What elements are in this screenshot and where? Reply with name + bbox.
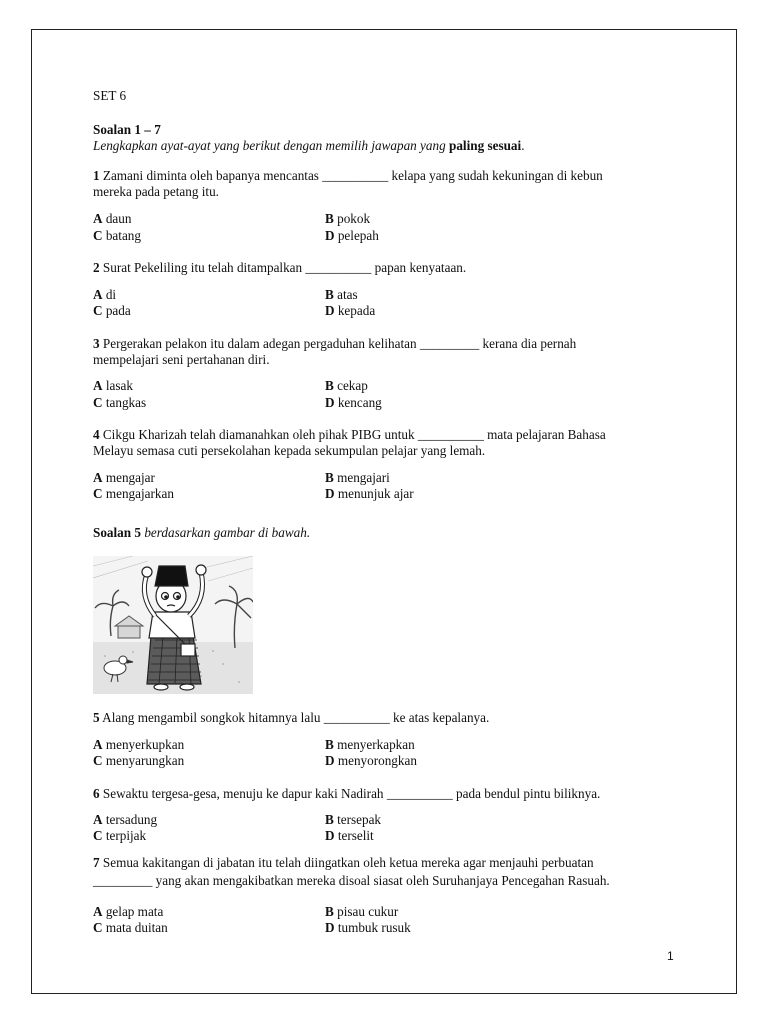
question-4-option-d[interactable]: D menunjuk ajar <box>325 486 414 501</box>
question-6-line-1: 6 Sewaktu tergesa-gesa, menuju ke dapur kaki Nadirah __________ pada bendul pintu biliknya. <box>93 786 601 801</box>
question-6-option-c[interactable]: C terpijak <box>93 828 147 843</box>
question-5-option-c[interactable]: C menyarungkan <box>93 753 185 768</box>
question-2-option-b[interactable]: B atas <box>325 287 358 302</box>
question-7-option-a[interactable]: A gelap mata <box>93 904 164 919</box>
instruction-end: . <box>521 138 525 153</box>
question-2-line-1: 2 Surat Pekeliling itu telah ditampalkan __________ papan kenyataan. <box>93 260 467 275</box>
question-2-option-c[interactable]: C pada <box>93 303 131 318</box>
question-1-line-2: mereka pada petang itu. <box>93 184 219 199</box>
section-instruction <box>93 138 525 154</box>
page-number: 1 <box>667 949 674 963</box>
question-6-option-d[interactable]: D terselit <box>325 828 374 843</box>
question-4-line-2: Melayu semasa cuti persekolahan kepada sekumpulan pelajar yang lemah. <box>93 443 486 458</box>
question-7-option-b[interactable]: B pisau cukur <box>325 904 399 919</box>
instruction-italic: Lengkapkan ayat-ayat yang berikut dengan memilih jawapan yang <box>93 138 446 153</box>
question-5-line-1: 5 Alang mengambil songkok hitamnya lalu __________ ke atas kepalanya. <box>93 710 490 725</box>
question-7-option-c[interactable]: C mata duitan <box>93 920 168 935</box>
question-1-option-c[interactable]: C batang <box>93 228 141 243</box>
question-7-option-d[interactable]: D tumbuk rusuk <box>325 920 411 935</box>
boy-wearing-songkok-illustration <box>93 556 253 694</box>
question-1-option-a[interactable]: A daun <box>93 211 132 226</box>
question-3-line-1: 3 Pergerakan pelakon itu dalam adegan pergaduhan kelihatan _________ kerana dia pernah <box>93 336 577 351</box>
instruction-bold: paling sesuai <box>449 138 522 153</box>
question-4-option-a[interactable]: A mengajar <box>93 470 155 485</box>
question-2-option-a[interactable]: A di <box>93 287 117 302</box>
question-1-option-b[interactable]: B pokok <box>325 211 371 226</box>
question-5-option-d[interactable]: D menyorongkan <box>325 753 417 768</box>
question-6-option-b[interactable]: B tersepak <box>325 812 382 827</box>
question-1-option-d[interactable]: D pelepah <box>325 228 379 243</box>
question-5-option-b[interactable]: B menyerkapkan <box>325 737 415 752</box>
question-4-option-c[interactable]: C mengajarkan <box>93 486 174 501</box>
question-4-line-1: 4 Cikgu Kharizah telah diamanahkan oleh pihak PIBG untuk __________ mata pelajaran Bahasa <box>93 427 606 442</box>
question-5-reference: Soalan 5 berdasarkan gambar di bawah. <box>93 525 311 540</box>
question-1-line-1: 1 Zamani diminta oleh bapanya mencantas __________ kelapa yang sudah kekuningan di kebun <box>93 168 603 183</box>
question-3-option-b[interactable]: B cekap <box>325 378 368 393</box>
question-3-option-c[interactable]: C tangkas <box>93 395 147 410</box>
set-title: SET 6 <box>93 88 127 103</box>
question-3-option-d[interactable]: D kencang <box>325 395 382 410</box>
question-3-line-2: mempelajari seni pertahanan diri. <box>93 352 270 367</box>
question-6-option-a[interactable]: A tersadung <box>93 812 158 827</box>
question-7-line-1: 7 Semua kakitangan di jabatan itu telah diingatkan oleh ketua mereka agar menjauhi perbuatan <box>93 855 594 870</box>
question-4-option-b[interactable]: B mengajari <box>325 470 390 485</box>
section-heading: Soalan 1 – 7 <box>93 122 161 137</box>
question-7-line-2: _________ yang akan mengakibatkan mereka disoal siasat oleh Suruhanjaya Pencegahan Rasuah. <box>93 873 610 888</box>
question-5-option-a[interactable]: A menyerkupkan <box>93 737 185 752</box>
question-2-option-d[interactable]: D kepada <box>325 303 376 318</box>
question-3-option-a[interactable]: A lasak <box>93 378 133 393</box>
